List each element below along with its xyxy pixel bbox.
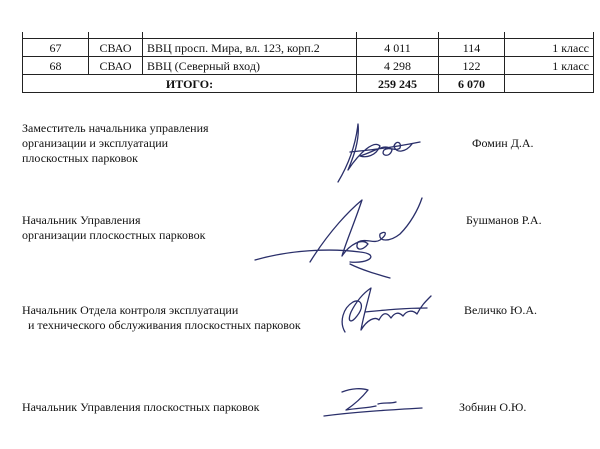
signatory-name: Зобнин О.Ю. [459,400,527,414]
row-okrug: СВАО [89,57,143,75]
row-number: 67 [23,39,89,57]
signatory-title [22,121,209,166]
signature-fomin [330,112,440,192]
signatory-title [22,213,205,243]
title-line: Начальник Управления [22,213,141,227]
row-address: ВВЦ просп. Мира, вл. 123, корп.2 [143,39,357,57]
total-count: 6 070 [439,75,505,93]
signature-zobnin [318,382,428,427]
signatory-title [22,303,301,333]
row-area: 4 298 [357,57,439,75]
row-class: 1 класс [505,39,594,57]
total-row [23,75,594,93]
title-line: и технического обслуживания плоскостных парковок [28,318,301,332]
parking-table [22,32,594,93]
signatory-title [22,400,259,415]
row-okrug: СВАО [89,39,143,57]
total-area: 259 245 [357,75,439,93]
total-empty-cell [505,75,594,93]
title-line: Начальник Управления плоскостных парковок [22,400,260,414]
row-count: 114 [439,39,505,57]
signatory-name: Фомин Д.А. [472,136,534,150]
signatory-name: Бушманов Р.А. [466,213,542,227]
title-line: Заместитель начальника управления [22,121,209,135]
title-line: организации и эксплуатации [22,136,169,150]
title-line: Начальник Отдела контроля эксплуатации [22,303,239,317]
table-row [23,57,594,75]
signatory-name: Величко Ю.А. [464,303,537,317]
row-number: 68 [23,57,89,75]
signature-bushmanov [250,190,440,285]
signature-velichko [335,282,445,342]
table-row [23,39,594,57]
row-address: ВВЦ (Северный вход) [143,57,357,75]
row-count: 122 [439,57,505,75]
title-line: плоскостных парковок [22,151,138,165]
row-class: 1 класс [505,57,594,75]
title-line: организации плоскостных парковок [22,228,206,242]
total-label: ИТОГО: [23,75,357,93]
row-area: 4 011 [357,39,439,57]
